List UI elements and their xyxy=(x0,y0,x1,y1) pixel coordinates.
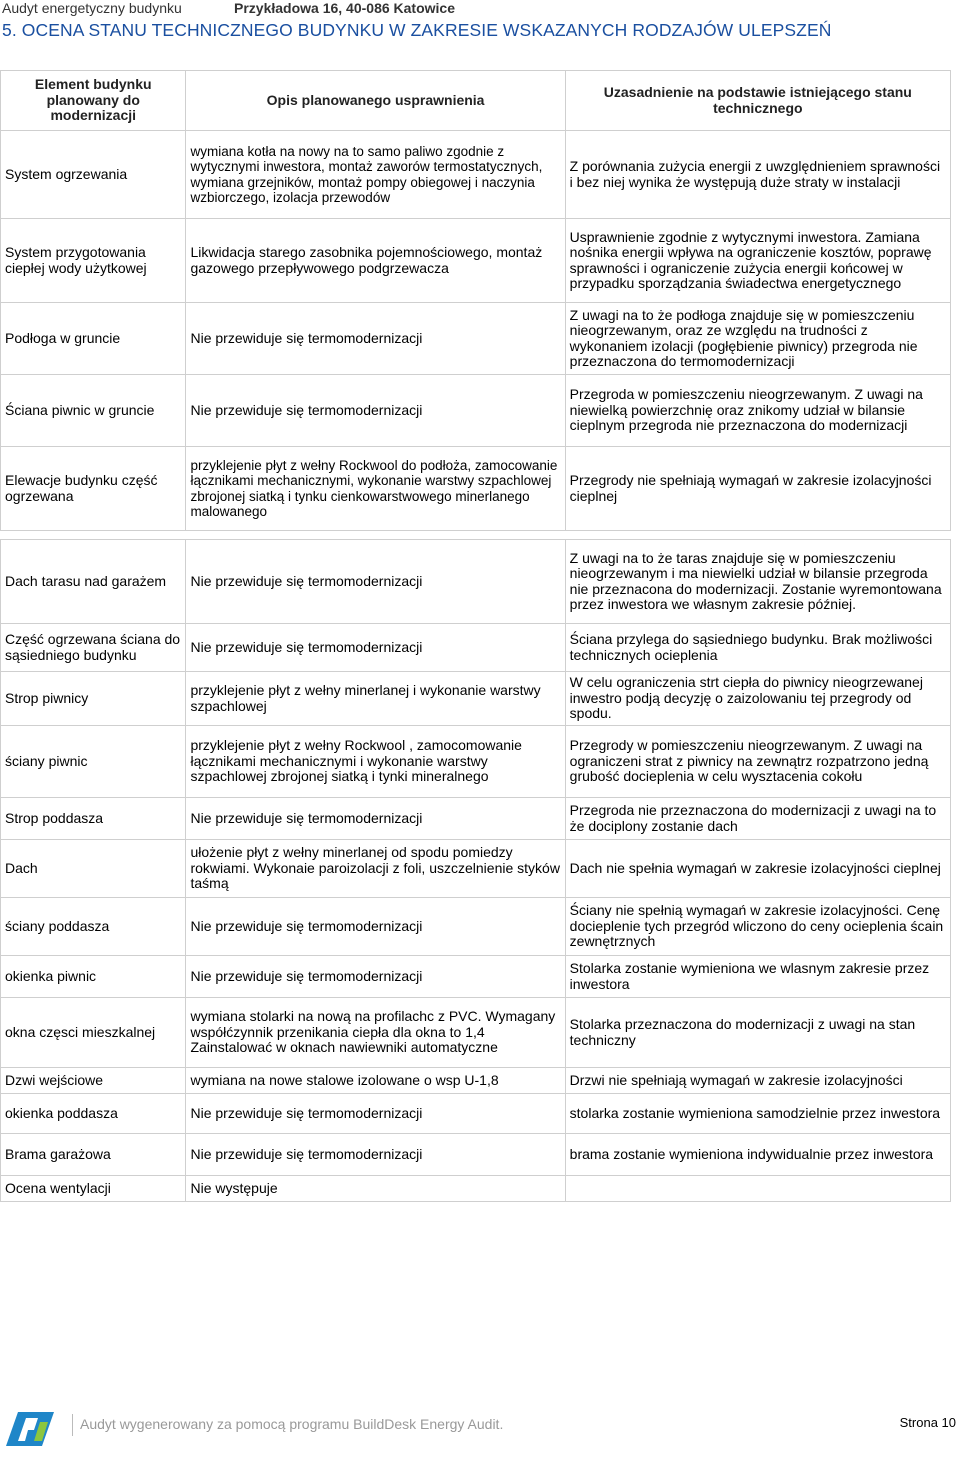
description-cell: ułożenie płyt z wełny minerlanej od spodu pomiedzy rokwiami. Wykonaie paroizolacji z foli, uszczelnienie styków taśmą xyxy=(186,840,565,898)
table-row xyxy=(1,303,951,375)
table-row xyxy=(1,219,951,303)
page-footer xyxy=(0,1400,960,1450)
element-cell: ściany poddasza xyxy=(1,898,186,956)
justification-cell: Przegroda w pomieszczeniu nieogrzewanym. Z uwagi na niewielką powierzchnię oraz znikomy udział w bilansie cieplnym przegroda nie przeznaczona do modernizacji xyxy=(565,375,950,447)
element-cell: Dzwi wejściowe xyxy=(1,1068,186,1094)
element-cell: Ściana piwnic w gruncie xyxy=(1,375,186,447)
description-cell: Nie występuje xyxy=(186,1176,565,1202)
document-name: Audyt energetyczny budynku xyxy=(2,0,182,16)
description-cell: Nie przewiduje się termomodernizacji xyxy=(186,1134,565,1176)
element-cell: Strop piwnicy xyxy=(1,672,186,726)
table-row xyxy=(1,956,951,998)
table-row xyxy=(1,1094,951,1134)
justification-cell: stolarka zostanie wymieniona samodzielnie przez inwestora xyxy=(565,1094,950,1134)
justification-cell: Z uwagi na to że taras znajduje się w pomieszczeniu nieogrzewanym i ma niewielki udział w bilansie przegroda nie przeznacona do modernizacji. Zostanie wyremontowana przez inwestora we własnym zakresie później. xyxy=(565,540,950,624)
description-cell: Nie przewiduje się termomodernizacji xyxy=(186,375,565,447)
generated-by-text: Audyt wygenerowany za pomocą programu BuildDesk Energy Audit. xyxy=(80,1416,504,1432)
description-cell: Nie przewiduje się termomodernizacji xyxy=(186,303,565,375)
element-cell: Część ogrzewana ściana do sąsiedniego budynku xyxy=(1,624,186,672)
element-cell: Dach xyxy=(1,840,186,898)
page-number: Strona 10 xyxy=(899,1415,956,1430)
table-row xyxy=(1,1176,951,1202)
header-element: Element budynku planowany do modernizacji xyxy=(1,71,186,131)
description-cell: Nie przewiduje się termomodernizacji xyxy=(186,624,565,672)
improvements-table-continued xyxy=(0,539,951,1202)
element-cell: okienka piwnic xyxy=(1,956,186,998)
header-justification: Uzasadnienie na podstawie istniejącego stanu technicznego xyxy=(565,71,950,131)
justification-cell: Drzwi nie spełniają wymagań w zakresie izolacyjności xyxy=(565,1068,950,1094)
description-cell: wymiana stolarki na nową na profilachc z PVC. Wymagany współćzynnik przenikania ciepła dla okna to 1,4 Zainstalować w oknach nawiewniki automatyczne xyxy=(186,998,565,1068)
justification-cell: Przegrody nie spełniają wymagań w zakresie izolacyjności cieplnej xyxy=(565,447,950,531)
description-cell: Nie przewiduje się termomodernizacji xyxy=(186,540,565,624)
element-cell: ściany piwnic xyxy=(1,726,186,798)
improvements-table xyxy=(0,70,951,531)
element-cell: Dach tarasu nad garażem xyxy=(1,540,186,624)
building-address: Przykładowa 16, 40-086 Katowice xyxy=(234,0,455,16)
element-cell: Brama garażowa xyxy=(1,1134,186,1176)
table-row xyxy=(1,798,951,840)
table-row xyxy=(1,840,951,898)
table-row xyxy=(1,998,951,1068)
description-cell: Nie przewiduje się termomodernizacji xyxy=(186,798,565,840)
header-description: Opis planowanego usprawnienia xyxy=(186,71,565,131)
element-cell: Strop poddasza xyxy=(1,798,186,840)
section-title: 5. OCENA STANU TECHNICZNEGO BUDYNKU W ZAKRESIE WSKAZANYCH RODZAJÓW ULEPSZEŃ xyxy=(2,20,832,40)
justification-cell: Dach nie spełnia wymagań w zakresie izolacyjności cieplnej xyxy=(565,840,950,898)
description-cell: Likwidacja starego zasobnika pojemnościowego, montaż gazowego przepływowego podgrzewacza xyxy=(186,219,565,303)
justification-cell xyxy=(565,1176,950,1202)
table-header-row xyxy=(1,71,951,131)
description-cell: przyklejenie płyt z wełny Rockwool do podłoża, zamocowanie łącznikami mechanicznymi, wykonanie warstwy szpachlowej zbrojonej siatką i tynku cienkowarstwowego minerlanego malowanego xyxy=(186,447,565,531)
table-row xyxy=(1,1068,951,1094)
justification-cell: Przegroda nie przeznaczona do modernizacji z uwagi na to że dociplony zostanie dach xyxy=(565,798,950,840)
justification-cell: Stolarka przeznaczona do modernizacji z uwagi na stan techniczny xyxy=(565,998,950,1068)
description-cell: Nie przewiduje się termomodernizacji xyxy=(186,898,565,956)
table-row xyxy=(1,540,951,624)
table-row xyxy=(1,672,951,726)
description-cell: Nie przewiduje się termomodernizacji xyxy=(186,956,565,998)
justification-cell: Ściany nie spełnią wymagań w zakresie izolacyjności. Cenę docieplenie tych przegród wliczono do ceny ocieplenia ścain zewnętrznych xyxy=(565,898,950,956)
description-cell: przyklejenie płyt z wełny Rockwool , zamocomowanie łącznikami mechanicznymi i wykonanie warstwy szpachlowej zbrojonej siatką i tynki mineralnego xyxy=(186,726,565,798)
table-row xyxy=(1,624,951,672)
justification-cell: Z uwagi na to że podłoga znajduje się w pomieszczeniu nieogrzewanym, oraz ze względu na trudności z wykonaniem izolacji (pogłębienie piwnicy) przegroda nie przeznaczona do termomodernizacji xyxy=(565,303,950,375)
table-row xyxy=(1,898,951,956)
element-cell: okienka poddasza xyxy=(1,1094,186,1134)
description-cell: wymiana na nowe stalowe izolowane o wsp U-1,8 xyxy=(186,1068,565,1094)
element-cell: System przygotowania ciepłej wody użytkowej xyxy=(1,219,186,303)
element-cell: Podłoga w gruncie xyxy=(1,303,186,375)
table-row xyxy=(1,447,951,531)
table-row xyxy=(1,726,951,798)
builddesk-logo-icon xyxy=(4,1408,56,1453)
justification-cell: Ściana przylega do sąsiedniego budynku. Brak możliwości technicznych ocieplenia xyxy=(565,624,950,672)
justification-cell: Przegrody w pomieszczeniu nieogrzewanym. Z uwagi na ograniczeni strat z piwnicy na zewnątrz rozpatrzono jedną grubość docieplenia w celu wysztacenia cokołu xyxy=(565,726,950,798)
description-cell: wymiana kotła na nowy na to samo paliwo zgodnie z wytycznymi inwestora, montaż zaworów termostatycznych, wymiana grzejników, montaż pompy obiegowej i naczynia wzbiorczego, izolacja przewodów xyxy=(186,131,565,219)
table-row xyxy=(1,131,951,219)
justification-cell: Usprawnienie zgodnie z wytycznymi inwestora. Zamiana nośnika energii wpływa na ograniczenie kosztów, poprawę sprawności i ograniczenie zużycia energii końcowej w przypadku sporządzania świadectwa energetycznego xyxy=(565,219,950,303)
element-cell: Ocena wentylacji xyxy=(1,1176,186,1202)
justification-cell: W celu ograniczenia strt ciepła do piwnicy nieogrzewanej inwestro podją decyzję o zaizolowaniu tej przegrody od spodu. xyxy=(565,672,950,726)
element-cell: okna częsci mieszkalnej xyxy=(1,998,186,1068)
table-row xyxy=(1,1134,951,1176)
description-cell: przyklejenie płyt z wełny minerlanej i wykonanie warstwy szpachlowej xyxy=(186,672,565,726)
table-row xyxy=(1,375,951,447)
page-header xyxy=(2,0,455,16)
element-cell: System ogrzewania xyxy=(1,131,186,219)
description-cell: Nie przewiduje się termomodernizacji xyxy=(186,1094,565,1134)
justification-cell: Stolarka zostanie wymieniona we wlasnym zakresie przez inwestora xyxy=(565,956,950,998)
justification-cell: Z porównania zużycia energii z uwzględnieniem sprawności i bez niej wynika że występują duże straty w instalacji xyxy=(565,131,950,219)
element-cell: Elewacje budynku część ogrzewana xyxy=(1,447,186,531)
footer-divider xyxy=(72,1414,73,1436)
justification-cell: brama zostanie wymieniona indywidualnie przez inwestora xyxy=(565,1134,950,1176)
